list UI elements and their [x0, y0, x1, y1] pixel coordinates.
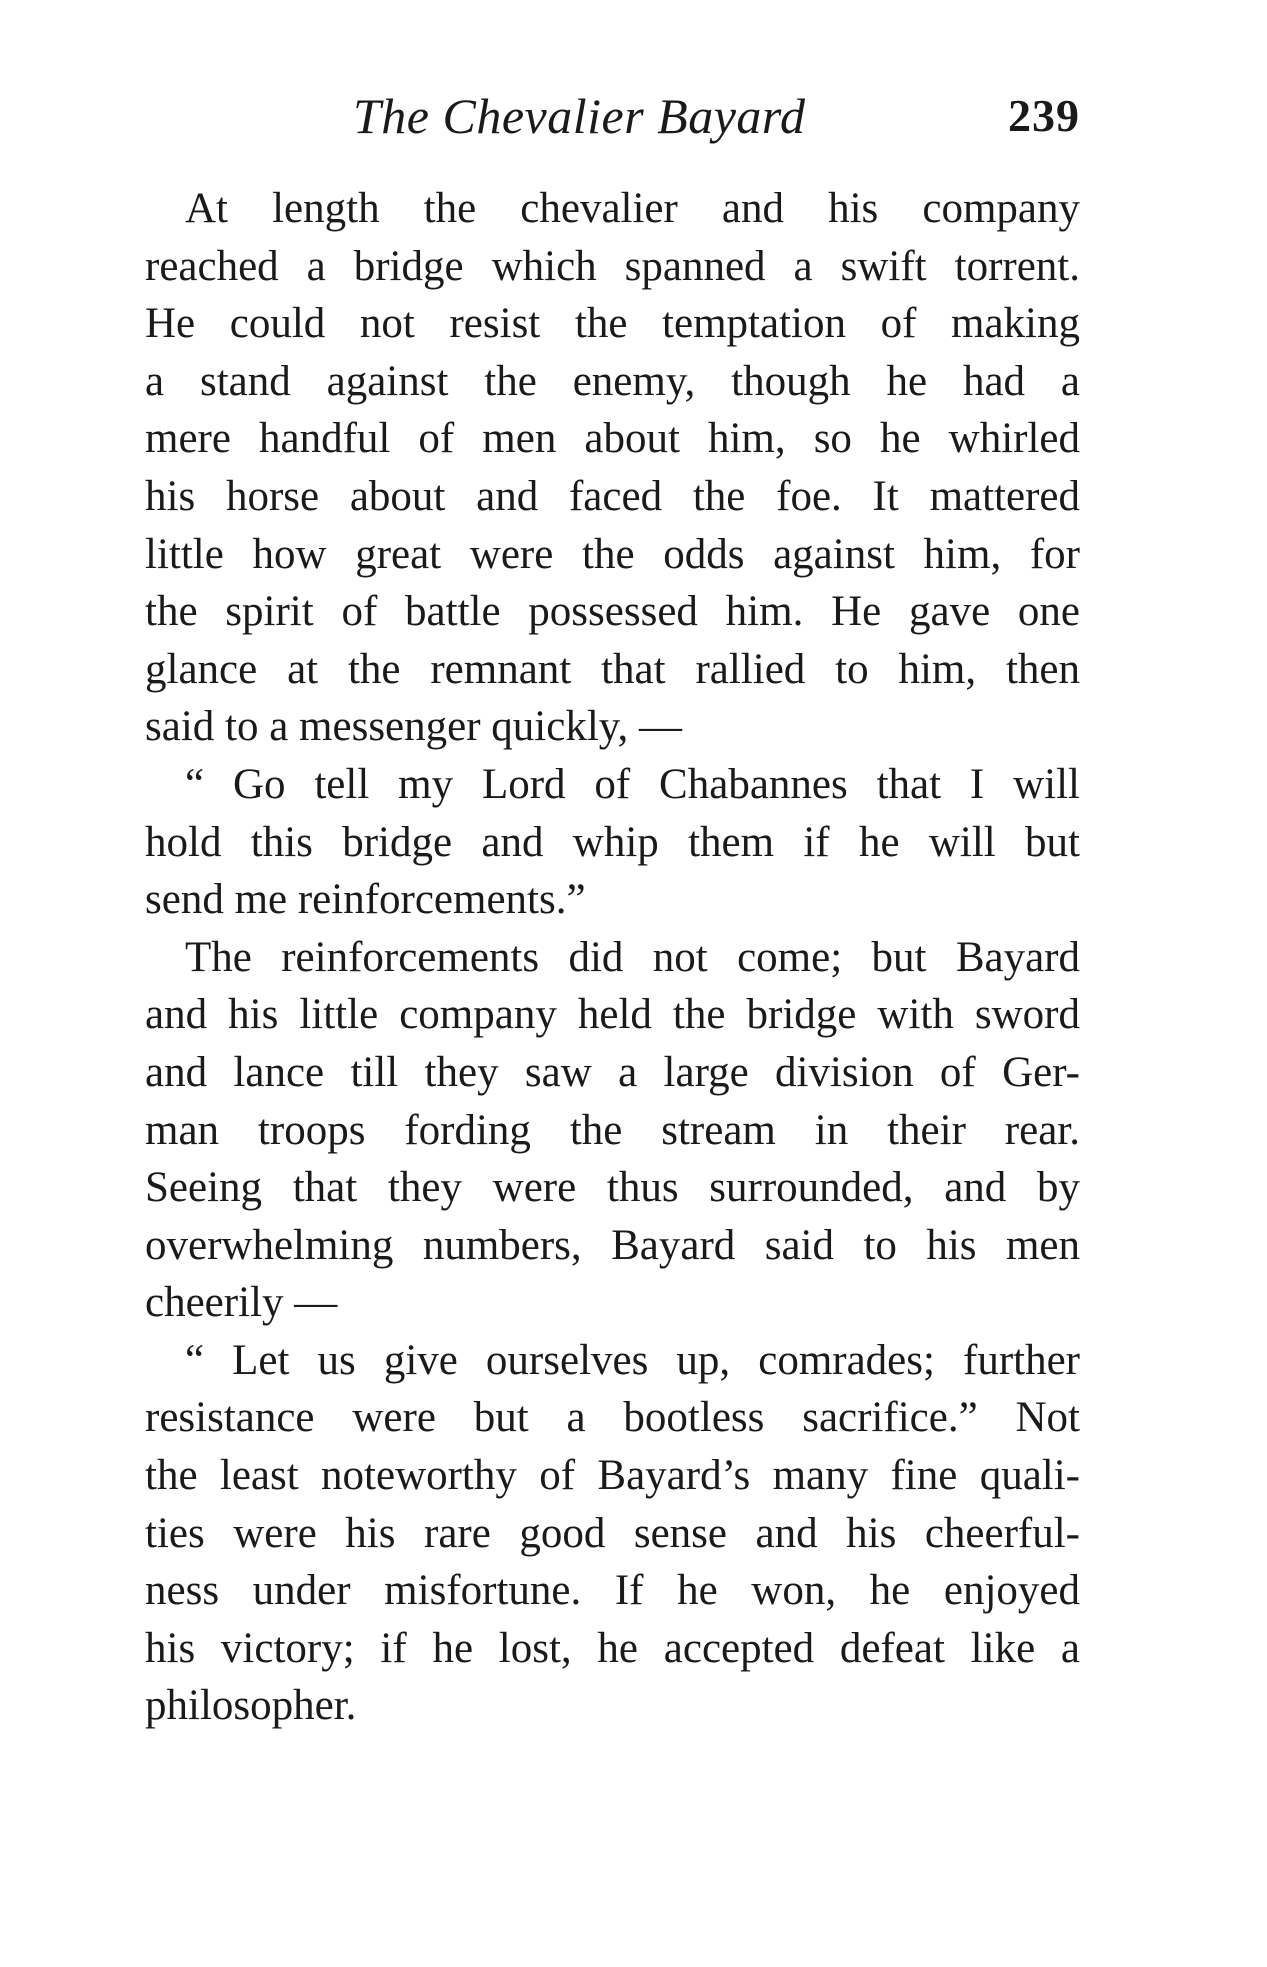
text-line: hold this bridge and whip them if he will but — [145, 818, 1080, 866]
text-line: the least noteworthy of Bayard’s many fine quali- — [145, 1452, 1080, 1500]
text-line: glance at the remnant that rallied to him, then — [145, 645, 1080, 693]
body-text — [145, 180, 1080, 1735]
text-line: man troops fording the stream in their rear. — [145, 1106, 1080, 1154]
text-line: and lance till they saw a large division of Ger- — [145, 1048, 1080, 1096]
text-line: At length the chevalier and his company — [185, 185, 1080, 232]
running-head — [145, 86, 1080, 146]
text-line: Seeing that they were thus surrounded, and by — [145, 1164, 1080, 1212]
text-line: send me reinforcements.” — [145, 876, 586, 924]
page-number: 239 — [1008, 90, 1080, 141]
text-line: philosopher. — [145, 1682, 357, 1730]
text-line: a stand against the enemy, though he had a — [145, 357, 1080, 405]
text-line: “ Go tell my Lord of Chabannes that I will — [185, 760, 1080, 808]
text-line: ties were his rare good sense and his cheerful- — [145, 1509, 1080, 1557]
text-line: The reinforcements did not come; but Bayard — [185, 933, 1080, 981]
text-line: He could not resist the temptation of making — [145, 300, 1080, 348]
text-line: and his little company held the bridge with sword — [145, 991, 1080, 1039]
text-line: his victory; if he lost, he accepted defeat like a — [145, 1624, 1080, 1672]
text-line: the spirit of battle possessed him. He gave one — [145, 588, 1080, 636]
text-line: his horse about and faced the foe. It mattered — [145, 472, 1080, 520]
text-line: reached a bridge which spanned a swift torrent. — [145, 242, 1080, 290]
text-line: mere handful of men about him, so he whirled — [145, 415, 1080, 463]
text-line: ness under misfortune. If he won, he enjoyed — [145, 1567, 1080, 1615]
text-line: “ Let us give ourselves up, comrades; further — [185, 1336, 1080, 1384]
text-line: cheerily — — [145, 1279, 338, 1327]
text-line: little how great were the odds against him, for — [145, 530, 1080, 578]
text-line: overwhelming numbers, Bayard said to his men — [145, 1221, 1080, 1269]
text-line: resistance were but a bootless sacrifice.” Not — [145, 1394, 1080, 1442]
text-line: said to a messenger quickly, — — [145, 703, 682, 751]
running-title: The Chevalier Bayard — [353, 88, 806, 144]
